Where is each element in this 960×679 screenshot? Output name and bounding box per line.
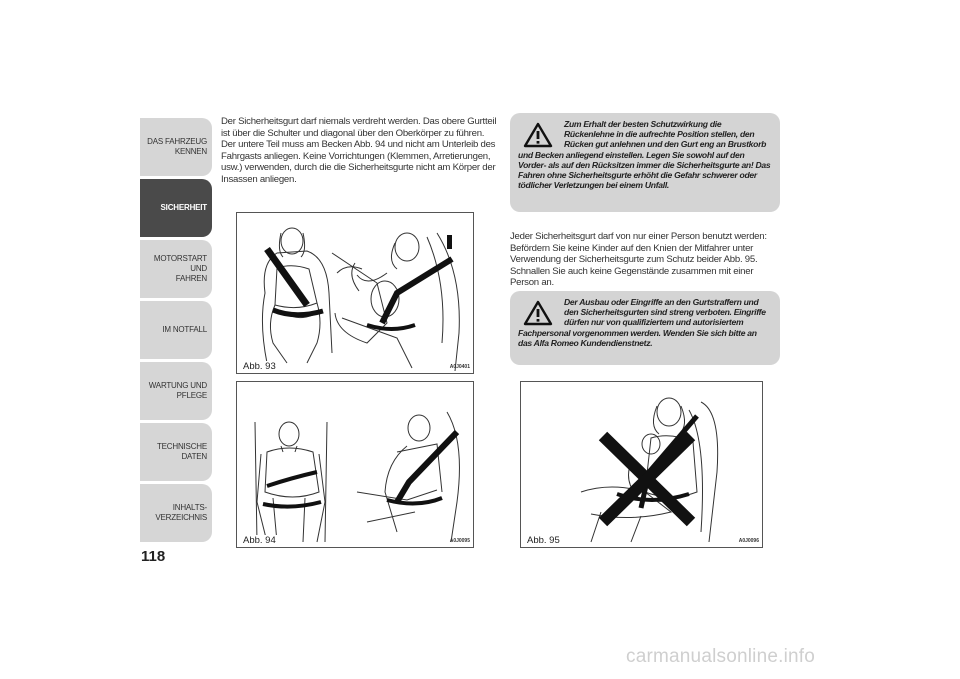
figure-code: A0J0096 — [738, 538, 759, 544]
figure-code: A0J0095 — [449, 538, 470, 544]
seatbelt-illustration-94 — [237, 382, 474, 548]
warning-box-pretensioner — [510, 291, 780, 365]
tab-inhaltsverzeichnis[interactable]: INHALTS- VERZEICHNIS — [140, 484, 212, 542]
tab-wartung-und-pflege[interactable]: WARTUNG UND PFLEGE — [140, 362, 212, 420]
warning-text: Der Ausbau oder Eingriffe an den Gurtstraffern und den Sicherheitsgurten sind streng verboten. Eingriffe dürfen nur von qualifiziertem und autorisiertem Fachpersonal vorgenommen werden. Wenden Sie sich bitte an das Alfa Romeo Kundendienstnetz. — [518, 297, 766, 348]
seatbelt-illustration-95 — [521, 382, 763, 548]
figure-abb-95 — [520, 381, 763, 548]
warning-box-backrest — [510, 113, 780, 212]
figure-abb-94 — [236, 381, 474, 548]
warning-triangle-icon — [518, 121, 558, 149]
one-person-paragraph: Jeder Sicherheitsgurt darf von nur einer Person benutzt werden: Befördern Sie keine Kinder auf den Knien der Mitfahrer unter Verwendung der Sicherheitsgurte zum Schutz beider Abb. 95. Schnallen Sie auch keine Gegenstände zusammen mit einer Person an. — [510, 231, 767, 289]
tab-technische-daten[interactable]: TECHNISCHE DATEN — [140, 423, 212, 481]
tab-im-notfall[interactable]: IM NOTFALL — [140, 301, 212, 359]
figure-caption: Abb. 95 — [527, 535, 560, 546]
figure-caption: Abb. 93 — [243, 361, 276, 372]
watermark: carmanualsonline.info — [626, 646, 816, 667]
seatbelt-illustration-93 — [237, 213, 474, 374]
page-number: 118 — [141, 548, 166, 565]
figure-caption: Abb. 94 — [243, 535, 276, 546]
warning-triangle-icon — [518, 299, 558, 327]
figure-code: A0J0401 — [449, 364, 470, 370]
warning-text: Zum Erhalt der besten Schutzwirkung die Rückenlehne in die aufrechte Position stellen, den Rücken gut anlehnen und den Gurt eng an Brustkorb und Becken anliegend einstellen. Legen Sie sowohl auf den Vorder- als auf den Rücksitzen immer die Sicherheitsgurte an! Das Fahren ohne Sicherheitsgurte erhöht die Gefahr schwerer oder tödlicher Verletzungen bei einem Unfall. — [518, 119, 771, 191]
tab-sicherheit[interactable]: SICHERHEIT — [140, 179, 212, 237]
tab-motorstart-und-fahren[interactable]: MOTORSTART UND FAHREN — [140, 240, 212, 298]
seatbelt-paragraph: Der Sicherheitsgurt darf niemals verdreht werden. Das obere Gurtteil ist über die Schulter und diagonal über den Oberkörper zu führen. Der untere Teil muss am Becken Abb. 94 und nicht am Unterleib des Fahrgasts anliegen. Keine Vorrichtungen (Klemmen, Arretierungen, usw.) verwenden, durch die die Sicherheitsgurte nicht am Körper der Insassen anliegen. — [221, 116, 497, 185]
tab-das-fahrzeug-kennen[interactable]: DAS FAHRZEUG KENNEN — [140, 118, 212, 176]
figure-abb-93 — [236, 212, 474, 374]
